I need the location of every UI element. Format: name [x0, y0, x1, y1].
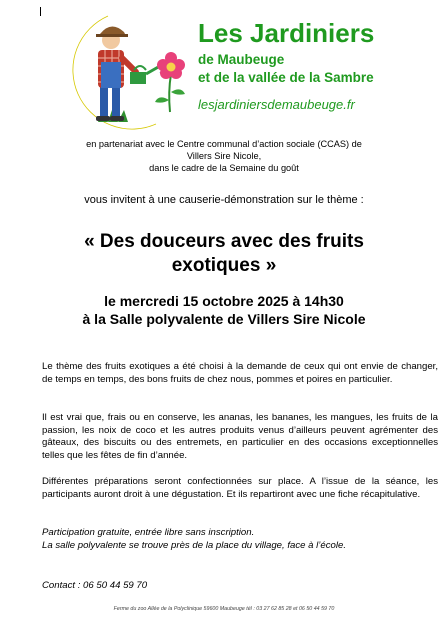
location-note-line: La salle polyvalente se trouve près de la place du village, face à l’école.: [42, 540, 346, 551]
partnership-line3: dans le cadre de la Semaine du goût: [149, 163, 299, 173]
club-title: Les Jardiniers: [198, 18, 375, 48]
participation-line: Participation gratuite, entrée libre sans inscription.: [42, 527, 255, 538]
theme-title-line1: « Des douceurs avec des fruits: [84, 231, 364, 252]
body-paragraph-3: Différentes préparations seront confectionnées sur place. A l’issue de la séance, les participants auront droit à une dégustation. Et ils repartiront avec une fiche récapitulative.: [42, 476, 438, 500]
event-place: à la Salle polyvalente de Villers Sire Nicole: [82, 311, 366, 327]
club-website-link[interactable]: lesjardiniersdemaubeuge.fr: [198, 97, 355, 112]
body-paragraph-2: Il est vrai que, frais ou en conserve, les ananas, les bananes, les mangues, les fruits de la passion, les noix de coco et les autres produits venus d’ailleurs peuvent agrémenter des gâteaux, des biscuits ou des entremets, en particulier en des occasions exceptionnelles telles que les fêtes de fin d’année.: [42, 412, 438, 461]
body-paragraph-1: Le thème des fruits exotiques a été choisi à la demande de ceux qui ont envie de changer, de temps en temps, des bons fruits de chez nous, pommes et poires en particulier.: [42, 361, 438, 385]
footer-address: Ferme du zoo Allée de la Polyclinique 59600 Maubeuge tél : 03 27 62 85 28 et 06 50 44 59 70: [113, 606, 335, 612]
club-subtitle-line1: de Maubeuge: [198, 52, 285, 67]
partnership-line1: en partenariat avec le Centre communal d’action sociale (CCAS) de: [86, 139, 362, 149]
club-subtitle-line2: et de la vallée de la Sambre: [198, 70, 374, 85]
contact-phone: Contact : 06 50 44 59 70: [42, 580, 148, 591]
theme-title-line2: exotiques »: [171, 255, 277, 276]
gardener-logo-icon: [38, 12, 188, 130]
invitation-text: vous invitent à une causerie-démonstration sur le thème :: [84, 194, 364, 206]
event-date: le mercredi 15 octobre 2025 à 14h30: [104, 293, 344, 309]
partnership-line2: Villers Sire Nicole,: [186, 151, 262, 161]
